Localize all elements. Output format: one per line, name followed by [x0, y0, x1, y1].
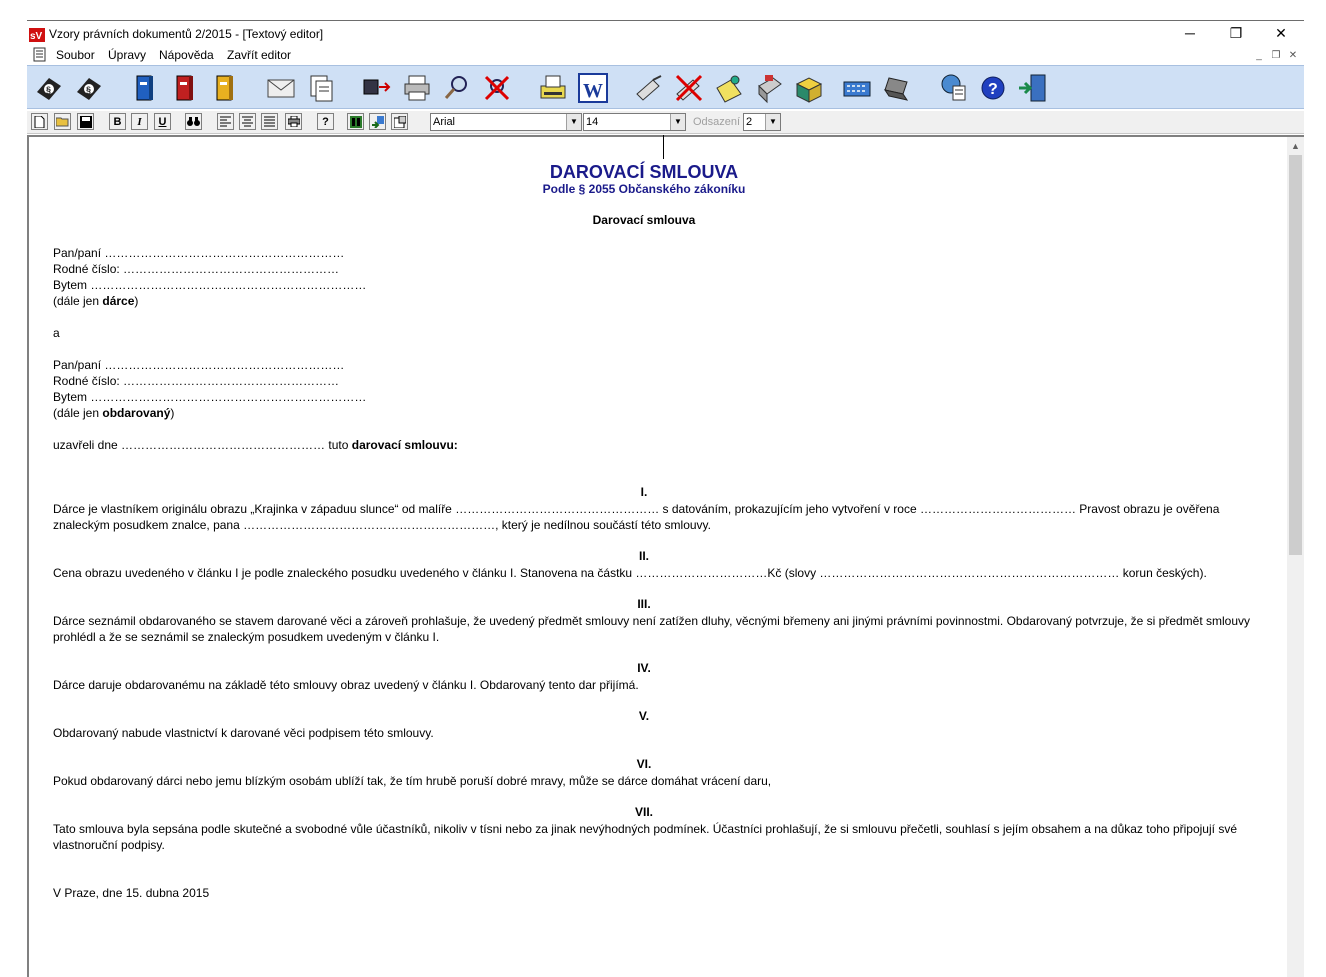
- align-justify-icon: [264, 116, 275, 127]
- format-toolbar: [27, 111, 1304, 134]
- article-2-number: II.: [638, 549, 649, 563]
- find-button[interactable]: [185, 113, 202, 130]
- bold-button[interactable]: B: [109, 113, 126, 130]
- exit-door-icon[interactable]: [1017, 72, 1049, 104]
- yellow-binder-icon[interactable]: [209, 72, 241, 104]
- menu-bar: [27, 45, 1304, 65]
- align-center-button[interactable]: [239, 113, 256, 130]
- cancel-search-icon[interactable]: [481, 72, 513, 104]
- party1-address: Bytem ……………………………………………………………: [53, 278, 367, 292]
- printer-color-icon[interactable]: [753, 72, 785, 104]
- article-7-number: VII.: [634, 805, 653, 819]
- party1-birth-number: Rodné číslo: ………………………………………………: [53, 262, 340, 276]
- vertical-scrollbar[interactable]: [1287, 137, 1304, 977]
- article-1-text: Dárce je vlastníkem originálu obrazu „Krajinka v západuu slunce“ od malíře …………………………………………… s datováním, prokazujícím jeho vytvoření v roce ………………………………… Pravost obrazu je ověřena znaleckým posudkem znalce, pana ………………………………………………………, který je nedílnou součástí této smlouvy.: [53, 502, 1220, 532]
- open-file-button[interactable]: [54, 113, 71, 130]
- print-button[interactable]: [285, 113, 302, 130]
- indent-dropdown-icon[interactable]: ▼: [765, 114, 780, 130]
- menu-soubor[interactable]: Soubor: [56, 48, 95, 62]
- restore-button[interactable]: ❐: [1229, 24, 1243, 41]
- open-folder-icon: [56, 116, 69, 127]
- menu-upravy[interactable]: Úpravy: [108, 48, 147, 62]
- search-icon[interactable]: [441, 72, 473, 104]
- law-book-2-icon[interactable]: [73, 72, 105, 104]
- word-icon[interactable]: [577, 72, 609, 104]
- menu-napoveda[interactable]: Nápověda: [159, 48, 214, 62]
- help-icon[interactable]: [977, 72, 1009, 104]
- minimize-button[interactable]: ─: [1185, 25, 1195, 41]
- mdi-close-button[interactable]: ✕: [1288, 50, 1298, 61]
- law-book-icon[interactable]: [33, 72, 65, 104]
- document-title: DAROVACÍ SMLOUVA: [549, 162, 739, 182]
- indent-select-value: 2: [746, 116, 753, 128]
- font-select[interactable]: [430, 113, 582, 131]
- font-dropdown-icon[interactable]: ▼: [566, 114, 581, 130]
- mdi-minimize-button[interactable]: _: [1256, 50, 1262, 61]
- document-editor[interactable]: [27, 135, 1304, 977]
- article-5-number: V.: [638, 709, 650, 723]
- properties-icon: [394, 116, 406, 128]
- sign-pen-icon[interactable]: [633, 72, 665, 104]
- app-window: [27, 20, 1304, 976]
- align-left-button[interactable]: [217, 113, 234, 130]
- party1-role: (dále jen dárce): [53, 294, 139, 308]
- properties-button[interactable]: [391, 113, 408, 130]
- insert-arrow-icon: [372, 116, 384, 128]
- document-copy-icon[interactable]: [305, 72, 337, 104]
- blue-binder-icon[interactable]: [129, 72, 161, 104]
- italic-button[interactable]: I: [131, 113, 148, 130]
- typewriter-icon[interactable]: [537, 72, 569, 104]
- size-select[interactable]: [583, 113, 686, 131]
- table-button[interactable]: [347, 113, 364, 130]
- cancel-sign-icon[interactable]: [673, 72, 705, 104]
- article-6-text: Pokud obdarovaný dárci nebo jemu blízkým osobám ublíží tak, že tím hrubě poruší dobré mravy, může se dárce domáhat vrácení daru,: [53, 774, 772, 788]
- text-cursor: [663, 135, 664, 159]
- main-toolbar: [27, 65, 1304, 109]
- article-2-text: Cena obrazu uvedeného v článku I je podle znaleckého posudku uvedeného v článku I. Stanovena na částku ……………………………Kč (slovy ………………………………………………………………… korun českých).: [53, 566, 1207, 580]
- document-subtitle: Podle § 2055 Občanského zákoníku: [542, 182, 746, 196]
- document-icon: [32, 47, 48, 63]
- article-1-number: I.: [640, 485, 648, 499]
- svg-text:§: §: [46, 85, 52, 95]
- size-dropdown-icon[interactable]: ▼: [670, 114, 685, 130]
- box-icon[interactable]: [793, 72, 825, 104]
- binoculars-icon: [187, 116, 200, 127]
- size-select-value: 14: [586, 116, 599, 128]
- document-heading: Darovací smlouva: [592, 213, 696, 227]
- table-icon: [350, 116, 362, 128]
- article-4-text: Dárce daruje obdarovanému na základě této smlouvy obraz uvedený v článku I. Obdarovaný tento dar přijímá.: [53, 678, 639, 692]
- insert-button[interactable]: [369, 113, 386, 130]
- mdi-restore-button[interactable]: ❐: [1271, 50, 1281, 61]
- concluded-line: uzavřeli dne …………………………………………… tuto darovací smlouvu:: [53, 438, 458, 452]
- laptop-icon[interactable]: [881, 72, 913, 104]
- article-3-text: Dárce seznámil obdarovaného se stavem darované věci a zároveň prohlašuje, že uvedený předmět smlouvy není zatížen dluhy, věcnými břemeny ani jinými právními povinnostmi. Obdarovaný potvrzuje, že si předmět smlouvy prohlédl a že se seznámil se znaleckým posudkem uvedeným v článku I.: [53, 614, 1251, 644]
- web-document-icon[interactable]: [937, 72, 969, 104]
- place-date: V Praze, dne 15. dubna 2015: [53, 886, 210, 900]
- save-disk-icon: [80, 116, 92, 128]
- underline-button[interactable]: U: [154, 113, 171, 130]
- article-7-text: Tato smlouva byla sepsána podle skutečné a svobodné vůle účastníků, nikoliv v tísni nebo za jinak nevýhodných podmínek. Účastníci prohlašují, že si smlouvu přečetli, souhlasí s jejím obsahem a na důkaz toho připojují své vlastnoruční podpisy.: [53, 822, 1237, 852]
- article-3-number: III.: [637, 597, 651, 611]
- article-4-number: IV.: [637, 661, 651, 675]
- svg-text:?: ?: [988, 81, 998, 98]
- article-6-number: VI.: [636, 757, 652, 771]
- note-person-icon[interactable]: [713, 72, 745, 104]
- font-select-value: Arial: [433, 116, 456, 128]
- menu-zavrit-editor[interactable]: Zavřít editor: [227, 48, 292, 62]
- scroll-up-arrow-icon[interactable]: ▲: [1291, 140, 1300, 151]
- party2-role: (dále jen obdarovaný): [53, 406, 175, 420]
- align-center-icon: [242, 116, 253, 127]
- save-export-icon[interactable]: [361, 72, 393, 104]
- svg-text:§: §: [86, 85, 92, 95]
- party2-address: Bytem ……………………………………………………………: [53, 390, 367, 404]
- party1-name: Pan/paní ……………………………………………………: [53, 246, 345, 260]
- envelope-icon[interactable]: [265, 72, 297, 104]
- help-small-button[interactable]: ?: [317, 113, 334, 130]
- close-button[interactable]: ✕: [1275, 24, 1287, 41]
- app-logo-icon: [29, 28, 45, 42]
- justify-button[interactable]: [261, 113, 278, 130]
- new-file-icon: [34, 116, 45, 128]
- new-file-button[interactable]: [31, 113, 48, 130]
- red-binder-icon[interactable]: [169, 72, 201, 104]
- save-button[interactable]: [77, 113, 94, 130]
- print-icon: [288, 116, 300, 127]
- scroll-thumb[interactable]: [1289, 155, 1302, 555]
- party2-birth-number: Rodné číslo: ………………………………………………: [53, 374, 340, 388]
- indent-select[interactable]: [743, 113, 781, 131]
- conjunction: a: [53, 326, 60, 340]
- window-title: Vzory právních dokumentů 2/2015 - [Textový editor]: [49, 27, 324, 41]
- party2-name: Pan/paní ……………………………………………………: [53, 358, 345, 372]
- title-bar: [27, 21, 1304, 45]
- printer-icon[interactable]: [401, 72, 433, 104]
- align-left-icon: [220, 116, 231, 127]
- svg-text:sV: sV: [30, 31, 43, 42]
- article-5-text: Obdarovaný nabude vlastnictví k darované věci podpisem této smlouvy.: [53, 726, 434, 740]
- indent-label: Odsazení: [693, 116, 741, 128]
- calculator-icon[interactable]: [841, 72, 873, 104]
- svg-text:W: W: [583, 80, 603, 102]
